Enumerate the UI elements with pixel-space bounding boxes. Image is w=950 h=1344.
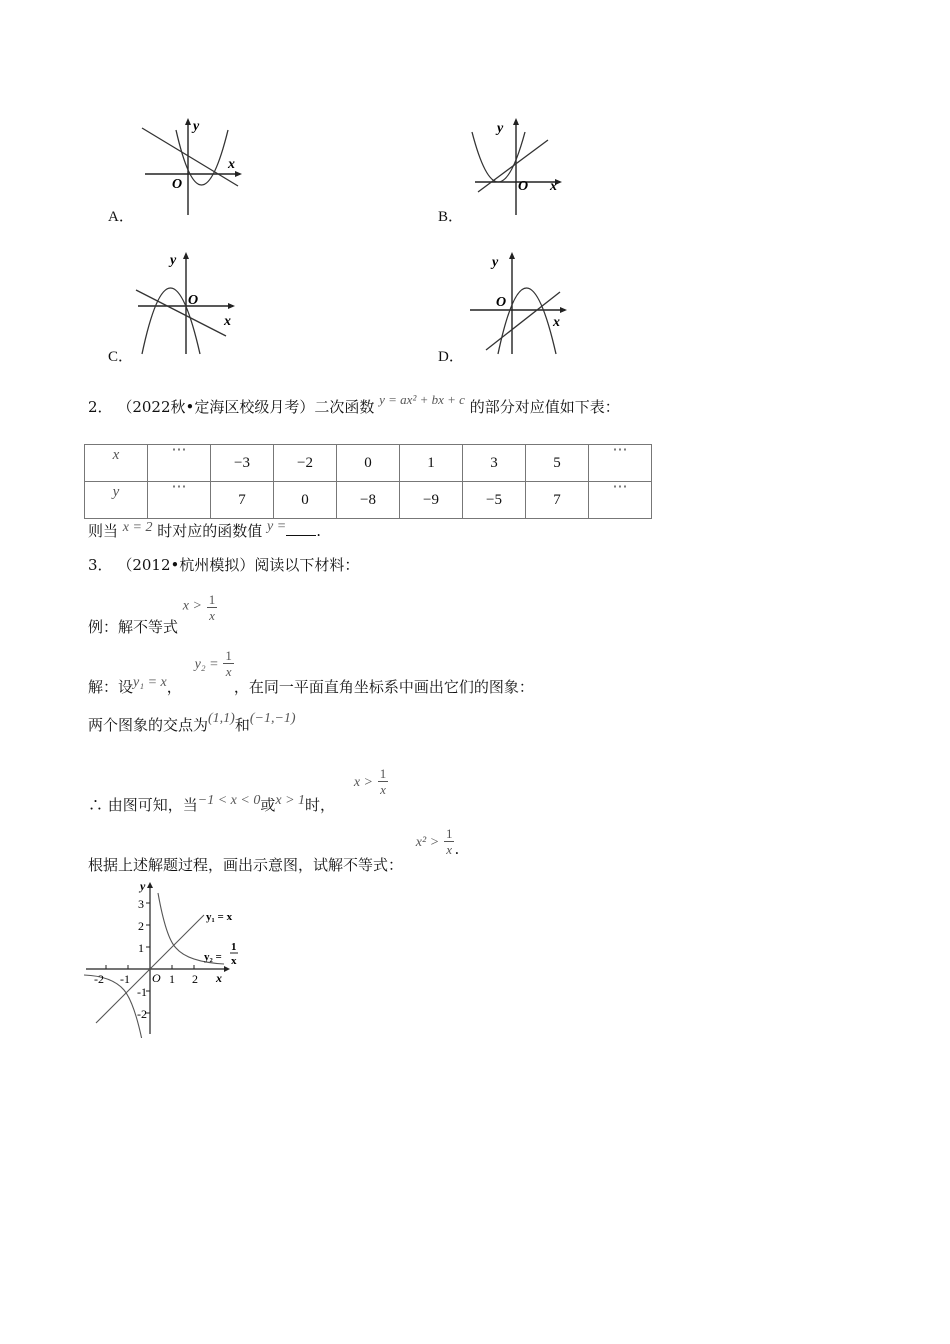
reference-graph xyxy=(80,878,250,1038)
graph-y-label: y xyxy=(140,879,146,893)
table-row-y xyxy=(85,482,652,519)
table-cell: ⋯ xyxy=(589,445,652,482)
q3-range1: −1 < x < 0 xyxy=(197,792,261,808)
q2-line xyxy=(88,392,620,417)
value-table xyxy=(84,444,652,519)
q3-task-lhs: x² > xyxy=(415,834,440,850)
option-c-y-label: y xyxy=(170,253,177,268)
q3-range2: x > 1 xyxy=(275,792,306,808)
frac-den: x xyxy=(209,608,215,623)
q2-source: （2022秋•定海区校级月考）二次函数 xyxy=(117,398,375,416)
q2-ask-cond: x = 2 xyxy=(122,520,153,535)
q2-number: 2． xyxy=(88,398,113,416)
table-cell: ⋯ xyxy=(148,482,211,519)
x-tick-label: 1 xyxy=(169,972,175,986)
q3-conc-mid: 时， xyxy=(305,795,336,814)
option-b[interactable] xyxy=(430,110,590,230)
q3-number: 3． xyxy=(88,556,113,574)
q3-or: 或 xyxy=(260,795,276,814)
q3-conc-frac xyxy=(378,766,389,797)
option-a[interactable] xyxy=(100,110,260,230)
option-a-label: A． xyxy=(108,209,134,225)
q3-inter-pre: 两个图象的交点为 xyxy=(88,716,209,734)
q3-y2-lhs: y₂ = xyxy=(194,656,219,672)
q3-y1-def: y₁ = x xyxy=(133,674,167,690)
q3-y2-frac xyxy=(223,648,234,679)
q3-intersections xyxy=(88,706,296,734)
q3-point1: (1,1) xyxy=(208,711,235,726)
q2-ask xyxy=(88,520,321,541)
label-y2-den: x xyxy=(231,955,237,967)
table-cell: −3 xyxy=(211,445,274,482)
y-tick-label: 1 xyxy=(138,941,144,955)
table-cell: −8 xyxy=(337,482,400,519)
label-y1: y₁ = x xyxy=(206,911,233,923)
table-cell: 7 xyxy=(211,482,274,519)
q3-ex-label: 例：解不等式 xyxy=(88,617,179,636)
q2-ask-end: . xyxy=(316,522,321,540)
label-y2-num: 1 xyxy=(231,941,237,953)
option-b-y-label: y xyxy=(497,121,504,136)
q3-conclusion xyxy=(88,766,388,814)
q3-example xyxy=(88,590,217,636)
q2-formula: y = ax² + bx + c xyxy=(379,392,465,407)
q2-ask-mid: 时对应的函数值 xyxy=(157,522,263,540)
q3-conc-lhs: x > xyxy=(353,774,373,790)
q3-task xyxy=(88,826,460,874)
option-a-origin: O xyxy=(172,177,183,192)
q2-after: 的部分对应值如下表： xyxy=(469,398,620,416)
table-cell: 0 xyxy=(337,445,400,482)
q2-ask-pre: 则当 xyxy=(88,522,119,540)
table-cell: ⋯ xyxy=(589,482,652,519)
q3-source: （2012•杭州模拟）阅读以下材料： xyxy=(117,556,360,574)
table-cell: −5 xyxy=(463,482,526,519)
q3-and: 和 xyxy=(234,716,250,734)
q3-sol-pre: 解：设 xyxy=(88,677,134,696)
q3-ex-lhs: x > xyxy=(182,598,202,614)
table-cell: 5 xyxy=(526,445,589,482)
frac-den: x xyxy=(446,842,453,857)
q3-sol-post: ，在同一平面直角坐标系中画出它们的图象： xyxy=(233,677,534,696)
table-cell: ⋯ xyxy=(148,445,211,482)
table-cell: 1 xyxy=(400,445,463,482)
q3-point2: (−1,−1) xyxy=(249,711,296,726)
option-d[interactable] xyxy=(430,248,590,370)
table-cell: y xyxy=(85,482,148,519)
option-b-label: B． xyxy=(438,209,464,225)
frac-den: x xyxy=(225,664,232,679)
table-cell: 3 xyxy=(463,445,526,482)
option-d-label: D． xyxy=(438,349,464,365)
frac-num: 1 xyxy=(379,766,387,781)
y-tick-label: -1 xyxy=(137,985,147,999)
frac-num: 1 xyxy=(445,826,453,841)
frac-den: x xyxy=(380,782,386,797)
q3-task-frac xyxy=(444,826,455,857)
option-b-x-label: x xyxy=(550,179,557,194)
option-d-x-label: x xyxy=(553,315,560,330)
table-cell: −9 xyxy=(400,482,463,519)
table-row-x xyxy=(85,445,652,482)
option-c[interactable] xyxy=(100,248,260,370)
table-cell: −2 xyxy=(274,445,337,482)
option-d-y-label: y xyxy=(492,255,499,270)
y-tick-label: 2 xyxy=(138,919,144,933)
q3-task-end: . xyxy=(454,839,460,858)
y-tick-label: 3 xyxy=(138,897,144,911)
q3-conc-pre: ∴ 由图可知，当 xyxy=(88,795,198,814)
option-a-x-label: x xyxy=(228,157,235,172)
graph-x-label: x xyxy=(216,971,222,985)
q3-title xyxy=(88,554,359,575)
graph-origin: O xyxy=(152,971,161,985)
option-d-origin: O xyxy=(496,295,507,310)
x-tick-label: -2 xyxy=(94,972,104,986)
q3-ex-frac xyxy=(207,592,218,623)
q3-task-pre: 根据上述解题过程，画出示意图，试解不等式： xyxy=(88,855,404,874)
table-cell: 7 xyxy=(526,482,589,519)
option-c-label: C． xyxy=(108,349,134,365)
frac-num: 1 xyxy=(225,648,232,663)
x-tick-label: -1 xyxy=(120,972,130,986)
frac-num: 1 xyxy=(208,592,216,607)
x-tick-label: 2 xyxy=(192,972,198,986)
table-cell: 0 xyxy=(274,482,337,519)
option-a-y-label: y xyxy=(193,119,200,134)
q3-comma: ， xyxy=(166,677,182,696)
option-b-origin: O xyxy=(518,179,529,194)
answer-blank[interactable] xyxy=(286,521,316,536)
option-c-x-label: x xyxy=(224,314,231,329)
label-y2: y₂ = xyxy=(204,951,222,963)
q3-solution xyxy=(88,648,534,696)
table-cell: x xyxy=(85,445,148,482)
y-tick-label: -2 xyxy=(137,1007,147,1021)
q2-ask-var: y = xyxy=(267,519,287,534)
option-c-origin: O xyxy=(188,293,199,308)
